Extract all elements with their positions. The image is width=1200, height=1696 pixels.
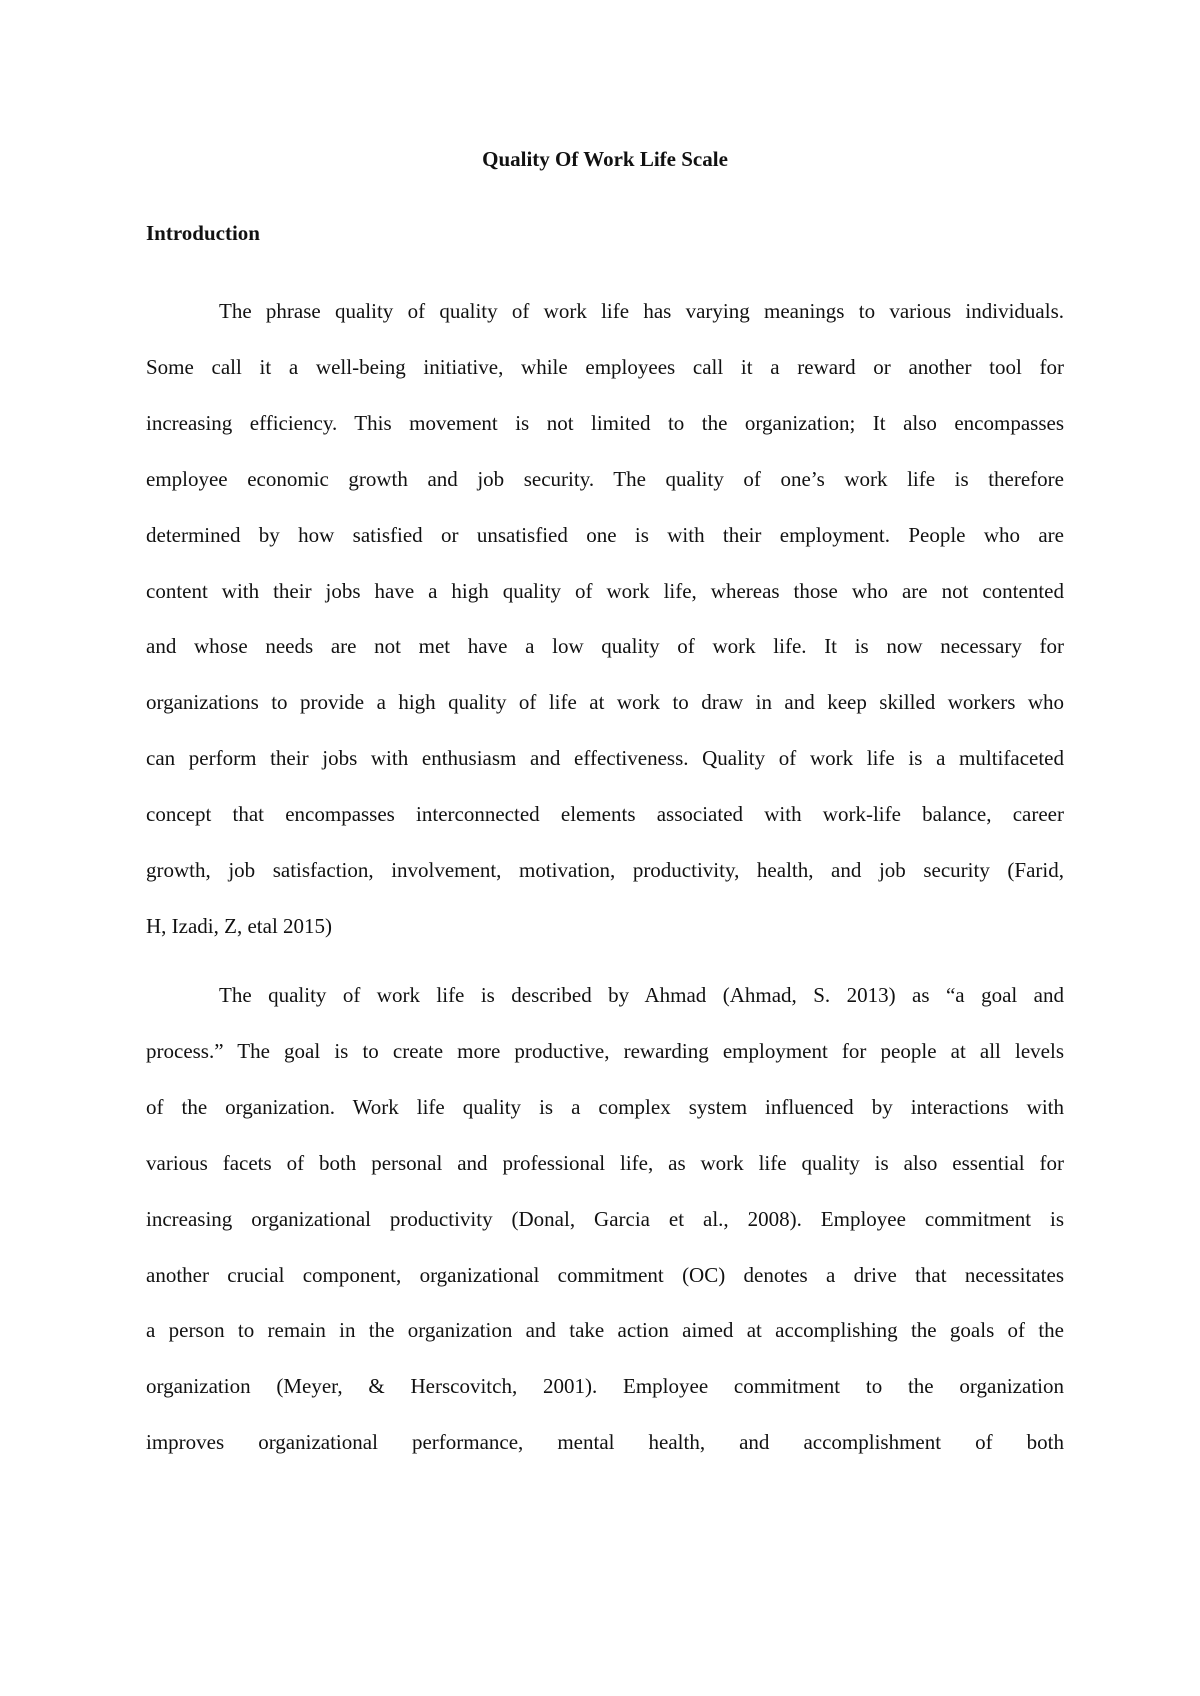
paragraph-line: concept that encompasses interconnected elements associated with work-life balance, career xyxy=(146,802,1064,827)
paragraph-line: Some call it a well-being initiative, while employees call it a reward or another tool for xyxy=(146,354,1064,379)
paragraph-line: another crucial component, organizational commitment (OC) denotes a drive that necessitates xyxy=(146,1262,1064,1287)
paragraph-line: content with their jobs have a high quality of work life, whereas those who are not contented xyxy=(146,578,1064,603)
paragraph-line: The quality of work life is described by Ahmad (Ahmad, S. 2013) as “a goal and xyxy=(219,983,1064,1007)
paragraph-line: increasing organizational productivity (Donal, Garcia et al., 2008). Employee commitment is xyxy=(146,1206,1064,1231)
paragraph-line: determined by how satisfied or unsatisfied one is with their employment. People who are xyxy=(146,522,1064,547)
paragraph-line: and whose needs are not met have a low quality of work life. It is now necessary for xyxy=(146,634,1064,659)
paragraph-line: growth, job satisfaction, involvement, motivation, productivity, health, and job security (Farid, xyxy=(146,858,1064,883)
paragraph-line: increasing efficiency. This movement is not limited to the organization; It also encompasses xyxy=(146,410,1064,435)
paragraph-2 xyxy=(146,968,1064,1471)
paragraph-line: H, Izadi, Z, etal 2015) xyxy=(146,913,333,938)
paragraph-line: can perform their jobs with enthusiasm and effectiveness. Quality of work life is a multifaceted xyxy=(146,746,1064,771)
paragraph-line: of the organization. Work life quality is a complex system influenced by interactions with xyxy=(146,1094,1064,1119)
paragraph-line: improves organizational performance, mental health, and accomplishment of both xyxy=(146,1430,1064,1455)
paragraph-line: employee economic growth and job security. The quality of one’s work life is therefore xyxy=(146,466,1064,491)
paragraph-line: a person to remain in the organization and take action aimed at accomplishing the goals of the xyxy=(146,1318,1064,1343)
paragraph-line: organizations to provide a high quality of life at work to draw in and keep skilled workers who xyxy=(146,690,1064,715)
paragraph-line: various facets of both personal and professional life, as work life quality is also essential for xyxy=(146,1150,1064,1175)
document-title: Quality Of Work Life Scale xyxy=(482,147,728,171)
paragraph-line: The phrase quality of quality of work life has varying meanings to various individuals. xyxy=(219,299,1064,323)
section-heading-introduction: Introduction xyxy=(146,221,260,245)
paragraph-1 xyxy=(146,284,1064,955)
paragraph-line: organization (Meyer, & Herscovitch, 2001). Employee commitment to the organization xyxy=(146,1374,1064,1399)
paragraph-line: process.” The goal is to create more productive, rewarding employment for people at all levels xyxy=(146,1038,1064,1063)
